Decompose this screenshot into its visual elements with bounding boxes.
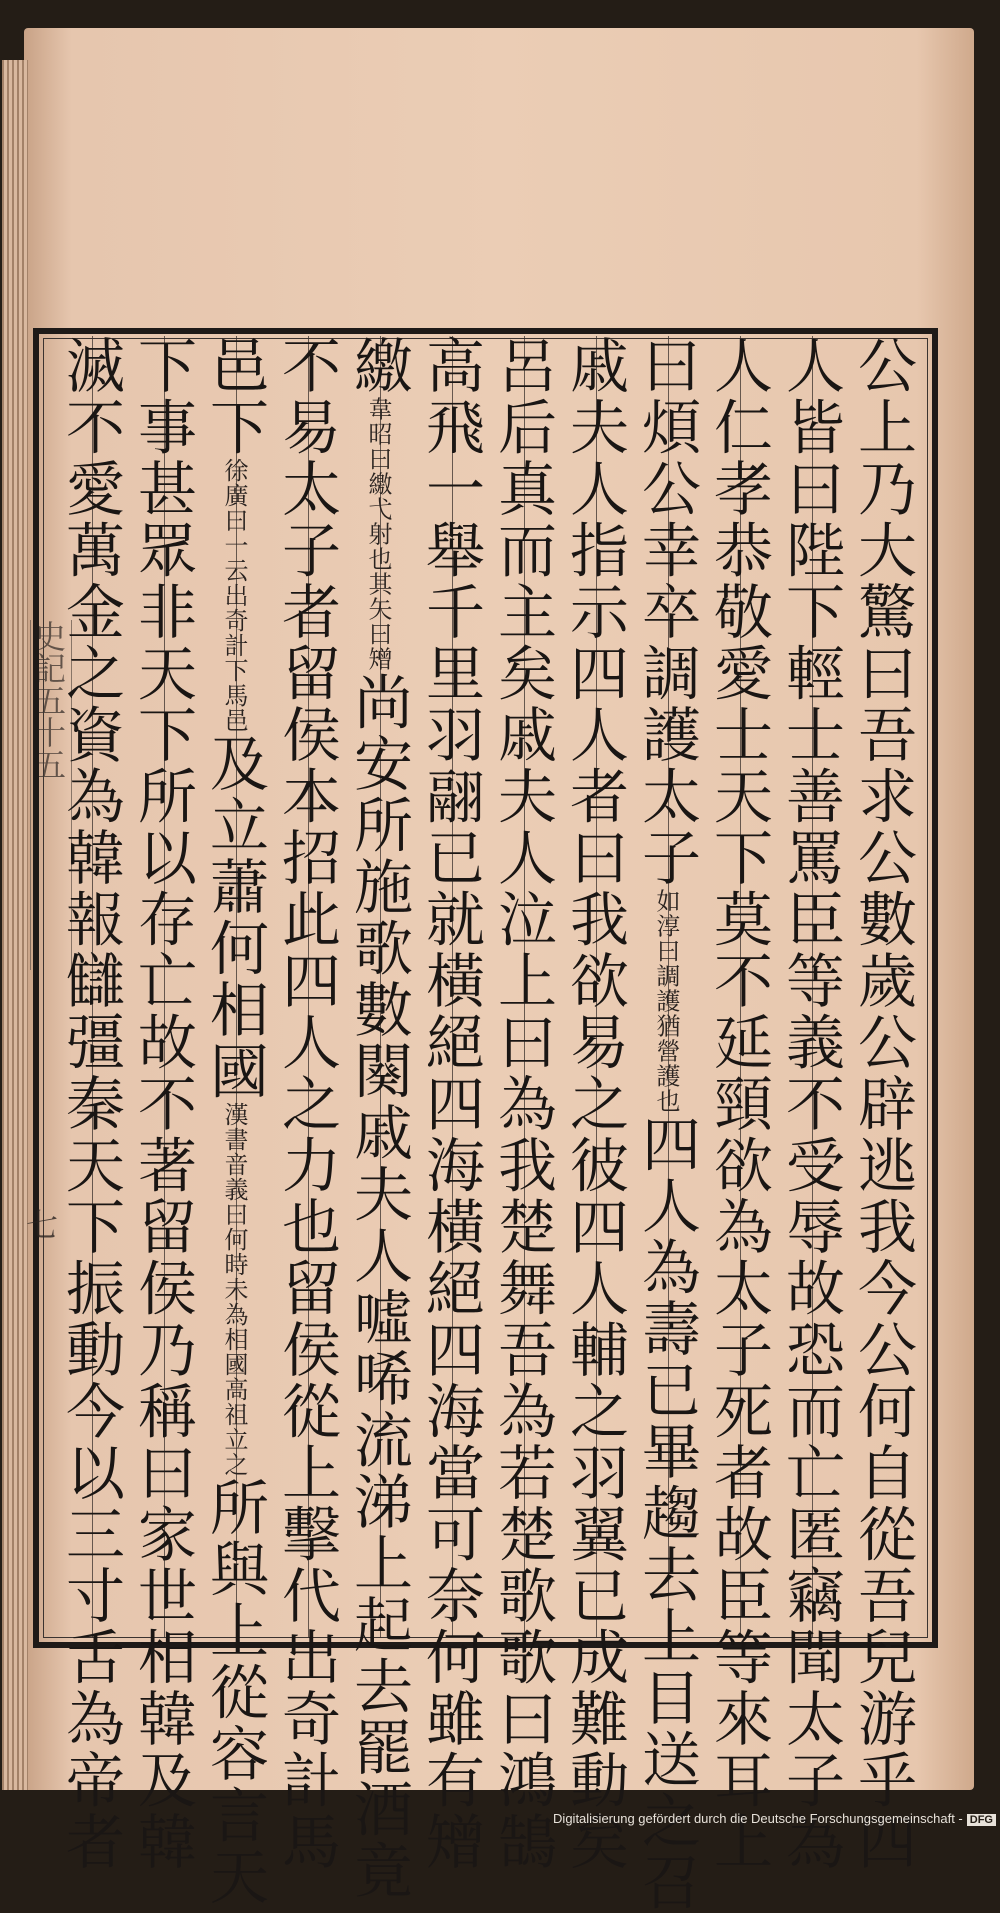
column-text: 戚夫人指示四人者曰我欲易之彼四人輔之羽翼已成難動矣 (560, 335, 629, 1873)
text-column (706, 335, 770, 1640)
column-text: 及立蕭何相國 (200, 733, 269, 1102)
folio-number: 七 (26, 1200, 58, 1246)
column-text: 尚安所施歌數闋戚夫人噓唏流涕上起去罷酒竟 (344, 672, 413, 1902)
column-text: 四人為壽已畢趨去上目送之召 (632, 1114, 701, 1913)
column-text: 曰煩公幸卒調護太子 (632, 335, 701, 889)
text-column (490, 335, 554, 1640)
text-column (418, 335, 482, 1640)
column-text: 下事甚眾非天下所以存亡故不著留侯乃稱曰家世相韓及韓 (128, 335, 197, 1873)
commentary-note: 如淳曰調護猶營護也 (652, 889, 680, 1114)
column-text: 所與上從容言天 (200, 1477, 269, 1908)
center-label: 史記五十五 (30, 620, 72, 970)
column-text: 人仁孝恭敬愛士天下莫不延頸欲為太子死者故臣等來耳上 (704, 335, 773, 1873)
column-text: 呂后真而主矣戚夫人泣上曰為我楚舞吾為若楚歌歌曰鴻鵠 (488, 335, 557, 1873)
text-column (130, 335, 194, 1640)
column-text: 不易太子者留侯本招此四人之力也留侯從上擊代出奇計馬 (272, 335, 341, 1873)
commentary-note: 漢書音義曰何時未為相國高祖立之 (220, 1102, 248, 1477)
page-edges (2, 60, 28, 1790)
footer-credit (553, 1811, 996, 1826)
text-column (778, 335, 842, 1640)
text-column (346, 335, 410, 1640)
text-column (850, 335, 914, 1640)
text-column (634, 335, 698, 1640)
dfg-logo: DFG (967, 1814, 996, 1826)
column-text: 邑下 (200, 335, 269, 458)
column-text: 滅不愛萬金之資為韓報讎彊秦天下振動今以三寸舌為帝者 (56, 335, 125, 1873)
text-column (202, 335, 266, 1640)
text-column (274, 335, 338, 1640)
commentary-note: 徐廣曰一云出奇計下馬邑 (220, 458, 248, 733)
column-text: 高飛一舉千里羽翮已就橫絕四海橫絕四海當可奈何雖有矰 (416, 335, 485, 1873)
text-column (562, 335, 626, 1640)
footer-text: Digitalisierung gefördert durch die Deutsche Forschungsgemeinschaft - (553, 1811, 963, 1826)
column-text: 人皆曰陛下輕士善罵臣等義不受辱故恐而亡匿竊聞太子為 (776, 335, 845, 1873)
column-text: 繳 (344, 335, 413, 397)
column-text: 公上乃大驚曰吾求公數歲公辟逃我今公何自從吾兒游乎四 (848, 335, 917, 1873)
text-column (58, 335, 122, 1640)
commentary-note: 韋昭曰繳弋射也其矢曰矰 (364, 397, 392, 672)
